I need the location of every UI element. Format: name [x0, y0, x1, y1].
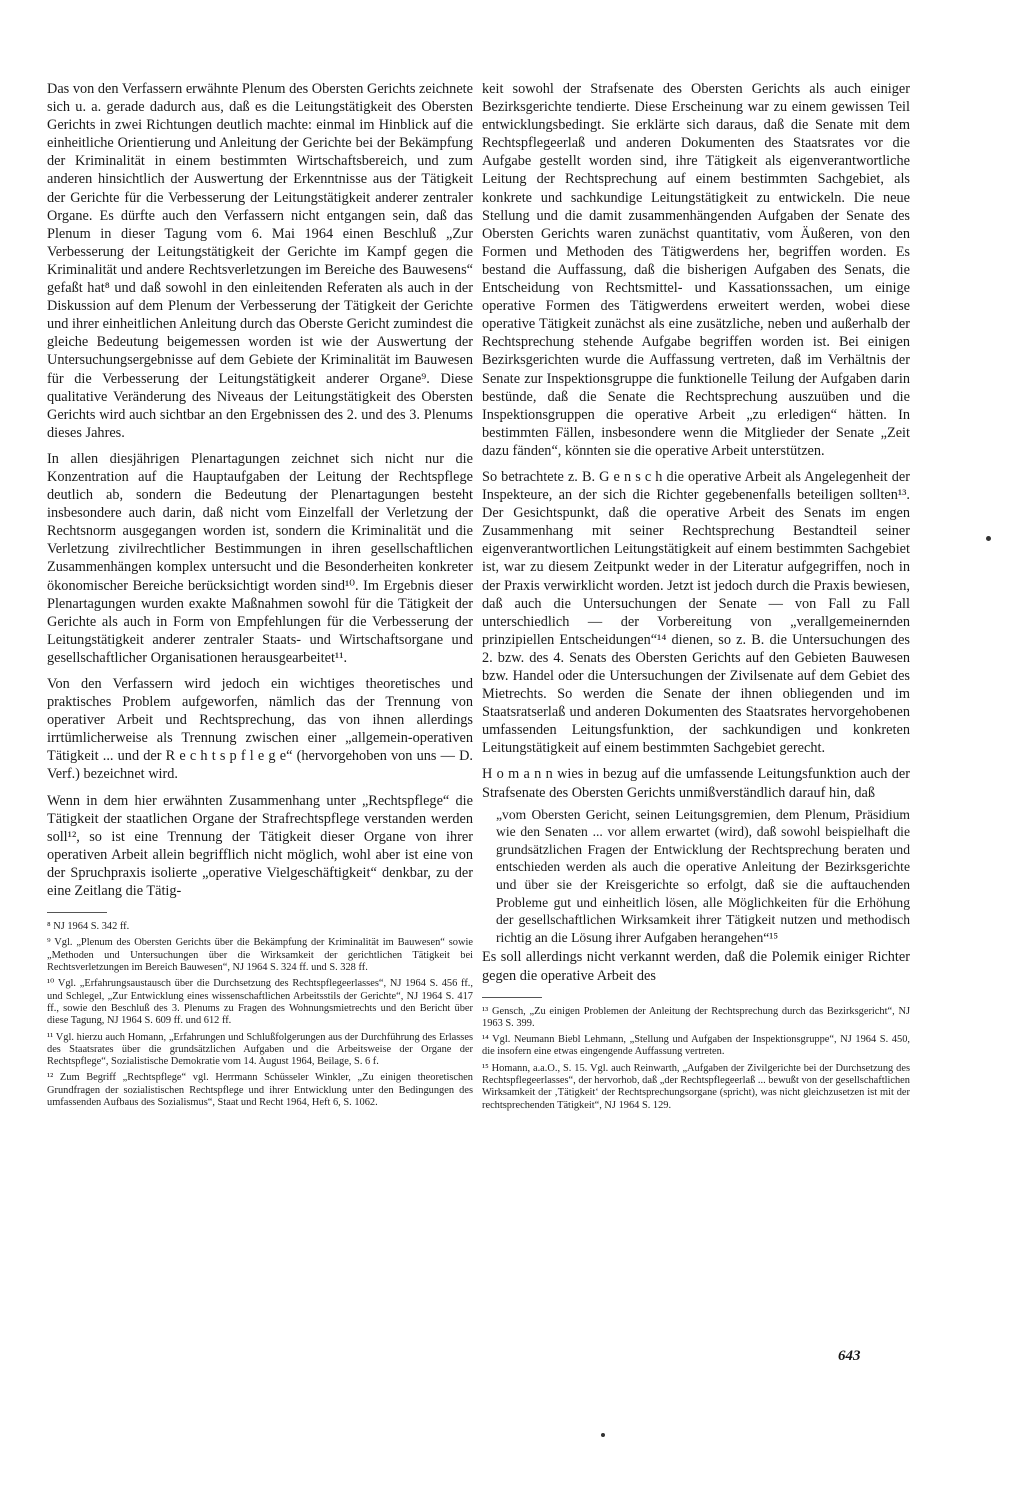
footnote: ¹⁴ Vgl. Neumann Biebl Lehmann, „Stellung und Aufgaben der Inspektionsgruppe“, NJ 1964 S. 450, die insofern eine etwas eingengende Auffassung vertreten.: [482, 1034, 910, 1058]
right-column: [482, 80, 910, 1116]
scan-speck: [986, 536, 991, 541]
page-number: 643: [838, 1348, 861, 1364]
footnote-divider: [482, 997, 542, 998]
footnote-divider: [47, 912, 107, 913]
body-paragraph: Von den Verfassern wird jedoch ein wichtiges theoretisches und praktisches Problem aufgeworfen, nämlich das der Trennung von operativer Arbeit und Rechtsprechung, das von ihnen allerdings irrtümlicherweise als Trennung zwischen einer „allgemein-operativen Tätigkeit ... und der R e c h t s p f l e g e“ (hervorgehoben von uns — D. Verf.) bezeichnet wird.: [47, 676, 473, 783]
footnote: ¹³ Gensch, „Zu einigen Problemen der Anleitung der Rechtsprechung durch das Bezirksgericht“, NJ 1963 S. 399.: [482, 1005, 910, 1029]
body-paragraph: In allen diesjährigen Plenartagungen zeichnet sich nicht nur die Konzentration auf die Hauptaufgaben der Leitung der Rechtspflege deutlich ab, sondern die Bedeutung der Plenartagungen besteht insbesondere auch darin, daß nicht vom Einzelfall der Verletzung der Rechtsnorm ausgegangen worden ist, sondern die Kriminalität und die Verletzung zivilrechtlicher Bestimmungen in ihren gesellschaftlichen Zusammenhängen komplex untersucht und die Besonderheiten konkreter ökonomischer Bereiche berücksichtigt worden sind¹⁰. Im Ergebnis dieser Plenartagungen wurden exakte Maßnahmen sowohl für die Tätigkeit der Gerichte als auch in Form von Empfehlungen für die Verbesserung der Leitungstätigkeit anderer zentraler Staats- und Wirtschaftsorgane und gesellschaftlicher Organisationen herausgearbeitet¹¹.: [47, 450, 473, 666]
body-paragraph: H o m a n n wies in bezug auf die umfassende Leitungsfunktion auch der Strafsenate des Obersten Gerichts unmißverständlich darauf hin, daß: [482, 766, 910, 801]
footnote: ¹⁵ Homann, a.a.O., S. 15. Vgl. auch Reinwarth, „Aufgaben der Zivilgerichte bei der Durchsetzung des Rechtspflegeerlasses“, der hervorhob, daß „der Rechtspflegeerlaß ... bewußt von der gesellschaftlichen Wirksamkeit der ‚Tätigkeit‘ der Rechtsprechungsorgane (spricht), was nicht gleichzusetzen ist mit der rechtsprechenden Tätigkeit“, NJ 1964 S. 129.: [482, 1062, 910, 1111]
body-paragraph: Wenn in dem hier erwähnten Zusammenhang unter „Rechtspflege“ die Tätigkeit der staatlichen Organe der Strafrechtspflege verstanden werden soll¹², so ist eine Trennung der Tätigkeit dieser Organe von ihrer operativen Arbeit allein begrifflich nicht möglich, wohl aber ist eine von der Spruchpraxis isolierte „operative Vielgeschäftigkeit“ denkbar, zu der eine Zeitlang die Tätig-: [47, 792, 473, 900]
footnote: ⁸ NJ 1964 S. 342 ff.: [47, 921, 130, 933]
footnote: ⁹ Vgl. „Plenum des Obersten Gerichts über die Bekämpfung der Kriminalität im Bauwesen“ sowie „Methoden und Untersuchungen über die Wirksamkeit der gerichtlichen Tätigkeit bei Rechtsverletzungen im Bereich Bauwesen“, NJ 1964 S. 324 ff. und S. 328 ff.: [47, 937, 473, 974]
body-paragraph: keit sowohl der Strafsenate des Obersten Gerichts als auch einiger Bezirksgerichte tendierte. Diese Erscheinung war zu einem gewissen Teil entwicklungsbedingt. Sie erklärte sich daraus, daß die Senate mit dem Rechtspflegeerlaß und anderen Dokumenten des Staatsrates vor die Aufgabe gestellt worden sind, ihre Tätigkeit als eigenverantwortliche Leitung der Rechtsprechung auf einem bestimmten Sachgebiet, als konkrete und sachkundige Leitungstätigkeit zu entwickeln. Die neue Stellung und die damit zusammenhängenden Aufgaben der Senate des Obersten Gerichts waren zunächst quantitativ, vom Äußeren, von den Formen und Methoden des Tätigwerdens her, begriffen worden. Es bestand die Auffassung, daß die bisherigen Aufgaben des Senats, die Entscheidung von Rechtsmittel- und Kassationssachen, um einige operative Formen des Tätigwerdens erweitert werden, wobei diese operative Tätigkeit zunächst als eine zusätzliche, neben und außerhalb der Rechtsprechung stehende Aufgabe begriffen worden ist. Bei einigen Bezirksgerichten wurde die Auffassung vertreten, daß im Verhältnis der Senate zur Inspektionsgruppe die funktionelle Teilung der Aufgaben darin bestünde, daß die Senate die Rechtsprechung auszuüben und die Inspektionsgruppen die operative Arbeit „zu erledigen“ hätten. In bestimmten Fällen, insbesondere wenn die Mitglieder der Senate „Zeit dazu fänden“, könnten sie die operative Arbeit unterstützen.: [482, 81, 910, 459]
left-column: [47, 80, 473, 1113]
footnote: ¹² Zum Begriff „Rechtspflege“ vgl. Herrmann Schüsseler Winkler, „Zu einigen theoretischen Grundfragen der sozialistischen Rechtspflege und ihrer Entwicklung unter den Bedingungen des umfassenden Aufbaus des Sozialismus“, Staat und Recht 1964, Heft 6, S. 1062.: [47, 1072, 473, 1108]
body-paragraph: So betrachtete z. B. G e n s c h die operative Arbeit als Angelegenheit der Inspekteure, an der sich die Richter gegebenenfalls beteiligen sollten¹³. Der Gesichtspunkt, daß die operative Arbeit des Senats im engen Zusammenhang mit seiner Rechtsprechung Bestandteil seiner eigenverantwortlichen Leitungstätigkeit auf einem bestimmten Sachgebiet ist, war zu diesem Zeitpunkt weder in der Literatur aufgegriffen, noch in der Praxis verwirklicht worden. Jetzt ist jedoch durch die Praxis bewiesen, daß auch die Untersuchungen der Senate — von Fall zu Fall unterschiedlich — der Vorbereitung von „verallgemeinernden prinzipiellen Entscheidungen“¹⁴ dienen, so z. B. die Untersuchungen des 2. bzw. des 4. Senats des Obersten Gerichts auf den Gebieten Bauwesen bzw. Handel oder die Untersuchungen der Zivilsenate auf dem Gebiet des Mietrechts. So werden die Senate der ihnen obliegenden und im Staatsratserlaß und anderen Dokumenten des Staatsrates hervorgehobenen umfassenden Leitungsfunktion, der sachkundigen und konkreten Leitungstätigkeit auf einem bestimmten Sachgebiet gerecht.: [482, 468, 910, 757]
body-paragraph: Das von den Verfassern erwähnte Plenum des Obersten Gerichts zeichnete sich u. a. gerade dadurch aus, daß es die Leitungstätigkeit des Obersten Gerichts in zwei Richtungen deutlich machte: einmal im Hinblick auf die einheitliche Orientierung und Anleitung der Gerichte bei der Bekämpfung der Kriminalität in einem bestimmten Wirtschaftsbereich, und zum anderen hinsichtlich der Auswertung der Erkenntnisse aus der Tätigkeit der Gerichte für die Verbesserung der Leitungstätigkeit anderer zentraler Organe. Es dürfte auch den Verfassern nicht entgangen sein, daß das Plenum in dieser Tagung vom 6. Mai 1964 einen Beschluß „Zur Verbesserung der Leitungstätigkeit der Gerichte im Kampf gegen die Kriminalität und andere Rechtsverletzungen im Bereiche des Bauwesens“ gefaßt hat⁸ und daß sowohl in den einleitenden Referaten als auch in der Diskussion auf dem Plenum der Verbesserung der Tätigkeit der Gerichte und ihrer einheitlichen Anleitung durch das Oberste Gericht zumindest die gleiche Bedeutung beigemessen worden ist wie der Auswertung der Untersuchungsergebnisse auf dem Gebiete der Kriminalität im Bauwesen für die Verbesserung der Leitungstätigkeit anderer Organe⁹. Diese qualitative Veränderung des Niveaus der Leitungstätigkeit des Obersten Gerichts wird auch sichtbar an den Ergebnissen des 2. und des 3. Plenums dieses Jahres.: [47, 81, 474, 441]
footnote: ¹⁰ Vgl. „Erfahrungsaustausch über die Durchsetzung des Rechtspflegeerlasses“, NJ 1964 S. 456 ff., und Schlegel, „Zur Entwicklung eines wissenschaftlichen Arbeitsstils der Gerichte“, NJ 1964 S. 417 ff., sowie den Beschluß des 3. Plenums zu Fragen des Wohnungsmietrechts und den Bericht über diese Tagung, NJ 1964 S. 609 ff. und 612 ff.: [47, 978, 473, 1027]
block-quote: „vom Obersten Gericht, seinen Leitungsgremien, dem Plenum, Präsidium wie den Senaten ... vor allem erwartet (wird), daß sowohl beispielhaft die grundsätzlichen Fragen der Entwicklung der Rechtsprechung beraten und entschieden werden als auch die operative Anleitung der Bezirksgerichte und über sie der Kreisgerichte so erfolgt, daß sie die auftauchenden Probleme gut und einheitlich lösen, alle Möglichkeiten für die Erhöhung der gesellschaftlichen Wirksamkeit ihrer Tätigkeit nutzen und methodisch richtig an die Lösung ihrer Aufgaben herangehen“¹⁵: [496, 806, 910, 945]
footnote: ¹¹ Vgl. hierzu auch Homann, „Erfahrungen und Schlußfolgerungen aus der Durchführung des Erlasses des Staatsrates über die grundsätzlichen Aufgaben und die Arbeitsweise der Organe der Rechtspflege“, Sozialistische Demokratie vom 14. August 1964, Beilage, S. 6 f.: [47, 1031, 473, 1068]
body-paragraph: Es soll allerdings nicht verkannt werden, daß die Polemik einiger Richter gegen die operative Arbeit des: [482, 949, 910, 984]
scan-speck: [601, 1433, 605, 1437]
